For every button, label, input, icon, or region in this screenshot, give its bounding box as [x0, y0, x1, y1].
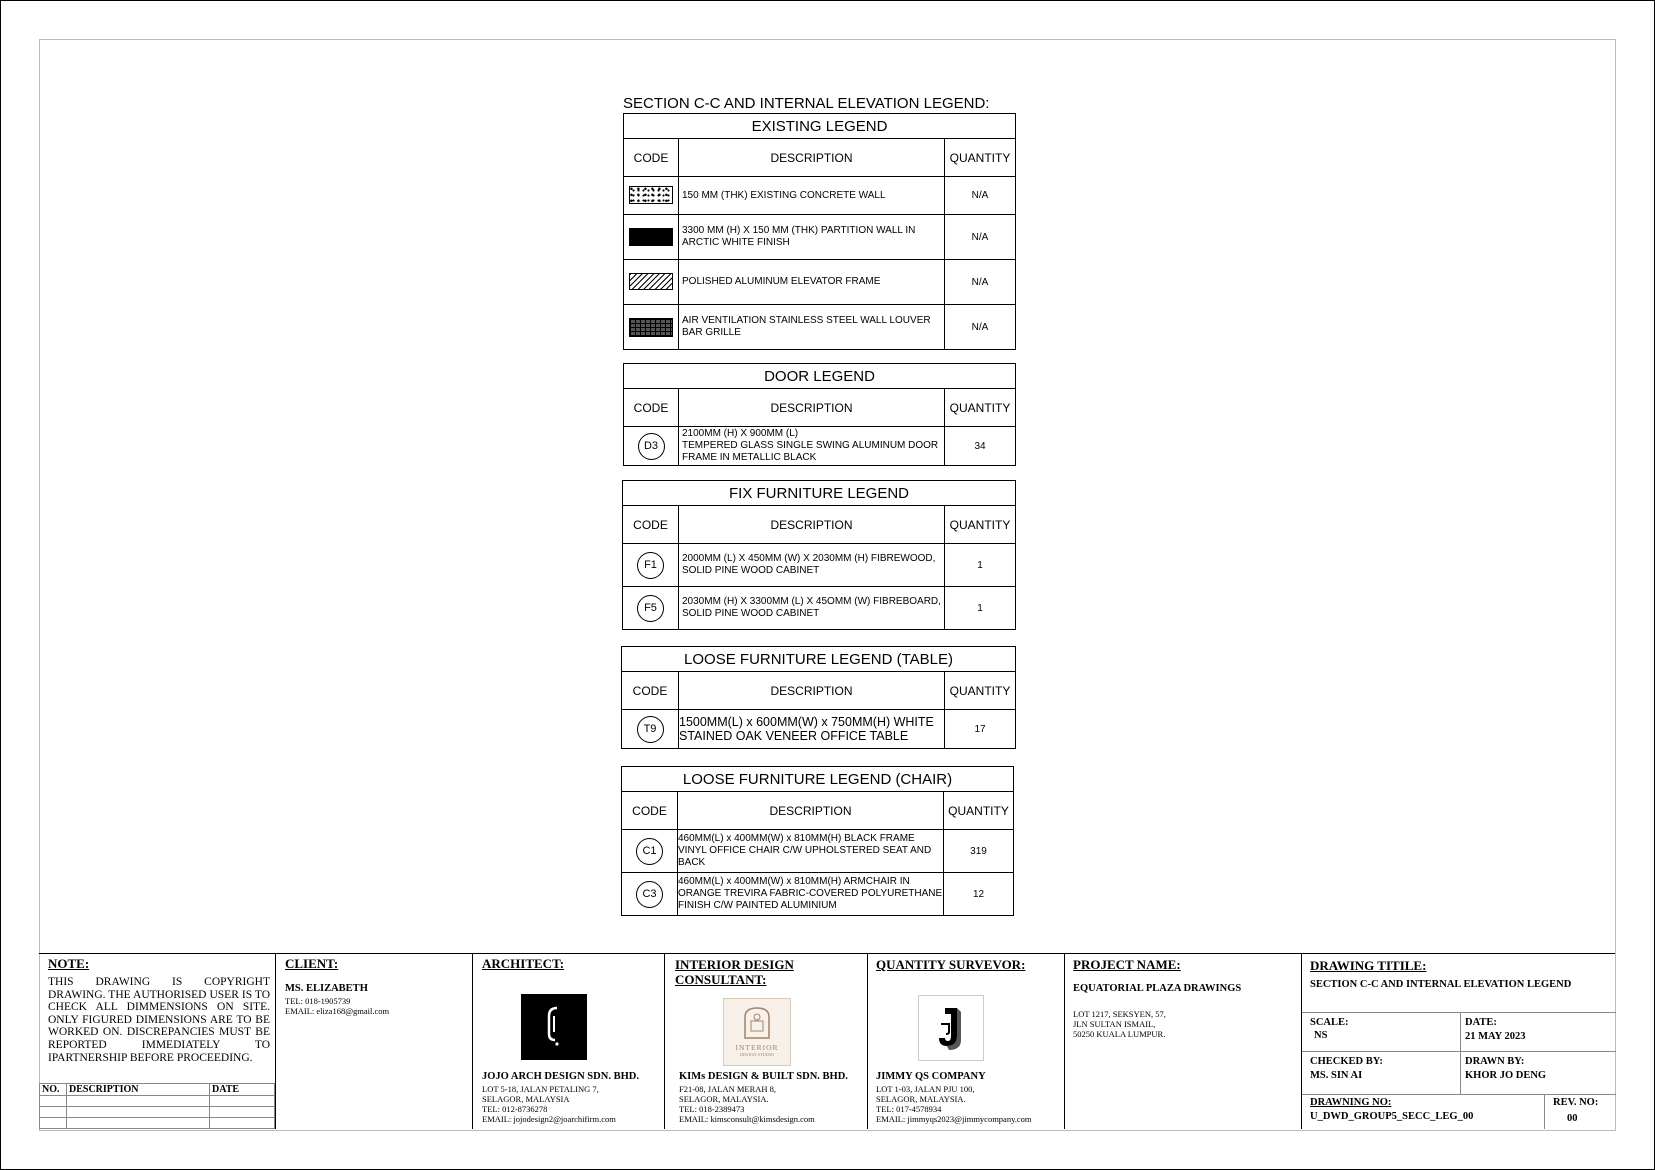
architect-tel: TEL: 012-8736278	[482, 1104, 548, 1114]
legend-description: 2030MM (H) X 3300MM (L) X 45OMM (W) FIBREBOARD, SOLID PINE WOOD CABINET	[679, 587, 945, 630]
drawn-label: DRAWN BY:	[1465, 1056, 1525, 1067]
qs-section	[867, 953, 1065, 1129]
legend-description: 460MM(L) x 400MM(W) x 810MM(H) BLACK FRAME VINYL OFFICE CHAIR C/W UPHOLSTERED SEAT AND BACK	[678, 830, 944, 873]
fix-furniture-legend-table	[622, 480, 1016, 630]
col-quantity: QUANTITY	[944, 792, 1014, 830]
chair-legend-title: LOOSE FURNITURE LEGEND (CHAIR)	[622, 767, 1014, 792]
legend-quantity: N/A	[945, 305, 1016, 350]
drawing-title-label: DRAWING TITILE:	[1310, 958, 1427, 973]
drawing-no-value: U_DWD_GROUP5_SECC_LEG_00	[1310, 1111, 1474, 1122]
door-legend-title: DOOR LEGEND	[624, 364, 1016, 389]
rev-no-value: 00	[1567, 1113, 1578, 1124]
table-row	[623, 587, 1016, 630]
interior-name: KIMs DESIGN & BUILT SDN. BHD.	[679, 1071, 848, 1082]
legend-description: 3300 MM (H) X 150 MM (THK) PARTITION WALL IN ARCTIC WHITE FINISH	[679, 215, 945, 260]
col-code: CODE	[624, 139, 679, 177]
architect-section	[472, 953, 665, 1129]
client-label: CLIENT:	[285, 956, 339, 971]
drawing-no-label: DRAWNING NO:	[1310, 1097, 1392, 1108]
rev-col-date: DATE	[210, 1084, 275, 1096]
legend-quantity: N/A	[945, 215, 1016, 260]
col-quantity: QUANTITY	[945, 389, 1016, 427]
legend-description: 1500MM(L) x 600MM(W) x 750MM(H) WHITE STAINED OAK VENEER OFFICE TABLE	[679, 710, 945, 749]
qs-label: QUANTITY SURVEVOR:	[876, 957, 1026, 972]
rev-col-description: DESCRIPTION	[67, 1084, 210, 1096]
legend-quantity: N/A	[945, 177, 1016, 215]
loose-table-legend-table	[621, 646, 1016, 749]
interior-label-line1: INTERIOR DESIGN	[675, 957, 794, 972]
col-code: CODE	[624, 389, 679, 427]
legend-description: 150 MM (THK) EXISTING CONCRETE WALL	[679, 177, 945, 215]
interior-logo-text: INTERIOR	[735, 1043, 779, 1052]
qs-name: JIMMY QS COMPANY	[876, 1071, 986, 1082]
jimmy-logo-icon	[918, 995, 984, 1061]
interior-tel: TEL: 018-2389473	[679, 1104, 745, 1114]
qs-addr2: SELAGOR, MALAYSIA.	[876, 1094, 966, 1104]
table-row	[624, 427, 1016, 466]
grille-hatch-icon	[629, 318, 673, 337]
interior-addr1: F21-08, JALAN MERAH 8,	[679, 1084, 777, 1094]
fix-legend-title: FIX FURNITURE LEGEND	[623, 481, 1016, 506]
solid-wall-icon	[629, 228, 673, 246]
legend-description: POLISHED ALUMINUM ELEVATOR FRAME	[679, 260, 945, 305]
legend-quantity: 1	[945, 544, 1016, 587]
table-tag-icon: T9	[637, 716, 664, 743]
col-description: DESCRIPTION	[678, 792, 944, 830]
col-description: DESCRIPTION	[679, 672, 945, 710]
interior-email: EMAIL: kimsconsult@kimsdesign.com	[679, 1114, 815, 1124]
col-code: CODE	[622, 672, 679, 710]
qs-tel: TEL: 017-4578934	[876, 1104, 942, 1114]
client-tel: TEL: 018-1905739	[285, 996, 351, 1006]
legend-description: AIR VENTILATION STAINLESS STEEL WALL LOUVER BAR GRILLE	[679, 305, 945, 350]
architect-addr2: SELAGOR, MALAYSIA	[482, 1094, 570, 1104]
architect-label: ARCHITECT:	[482, 956, 565, 971]
interior-label	[675, 957, 794, 987]
architect-email: EMAIL: jojodesign2@joarchifirm.com	[482, 1114, 616, 1124]
desc-line-1: 2100MM (H) X 900MM (L)	[682, 428, 799, 439]
date-label: DATE:	[1465, 1017, 1497, 1028]
col-quantity: QUANTITY	[945, 139, 1016, 177]
table-row	[624, 177, 1016, 215]
table-row	[622, 710, 1016, 749]
jojo-logo-icon	[521, 994, 587, 1060]
desc-line-2: TEMPERED GLASS SINGLE SWING ALUMINUM DOOR FRAME IN METALLIC BLACK	[682, 440, 939, 463]
note-text: THIS DRAWING IS COPYRIGHT DRAWING. THE AUTHORISED USER IS TO CHECK ALL DIMMENSIONS ON SITE. ONLY FIGURED DIMENSIONS ARE TO BE WORKED ON. DISCREPANCIES MUST BE REPORTED IMMEDIATELY TO IPARTNERSHIP BEFORE PROCEEDING.	[48, 976, 270, 1064]
revision-table	[39, 1083, 275, 1129]
furniture-tag-icon: F1	[637, 552, 664, 579]
architect-addr1: LOT 5-18, JALAN PETALING 7,	[482, 1084, 599, 1094]
project-section	[1064, 953, 1302, 1129]
qs-addr1: LOT 1-03, JALAN PJU 100,	[876, 1084, 975, 1094]
door-legend-table	[623, 363, 1016, 466]
project-addr2: JLN SULTAN ISMAIL,	[1073, 1019, 1156, 1029]
interior-logo-subtext: DESIGN STUDIO	[739, 1052, 775, 1057]
client-section	[275, 953, 473, 1129]
interior-label-line2: CONSULTANT:	[675, 972, 767, 987]
legend-quantity: N/A	[945, 260, 1016, 305]
legend-heading: SECTION C-C AND INTERNAL ELEVATION LEGEND:	[623, 95, 990, 112]
rev-col-no: NO.	[40, 1084, 67, 1096]
door-tag-icon: D3	[638, 433, 665, 460]
existing-legend-title: EXISTING LEGEND	[624, 114, 1016, 139]
legend-quantity: 12	[944, 873, 1014, 916]
furniture-tag-icon: F5	[637, 595, 664, 622]
table-legend-title: LOOSE FURNITURE LEGEND (TABLE)	[622, 647, 1016, 672]
col-quantity: QUANTITY	[945, 506, 1016, 544]
legend-quantity: 319	[944, 830, 1014, 873]
date-value: 21 MAY 2023	[1465, 1031, 1526, 1042]
col-description: DESCRIPTION	[679, 139, 945, 177]
scale-label: SCALE:	[1310, 1017, 1349, 1028]
chair-tag-icon: C1	[636, 838, 663, 865]
note-section	[39, 953, 275, 1129]
legend-quantity: 17	[945, 710, 1016, 749]
existing-legend-table	[623, 113, 1016, 350]
interior-logo-icon	[723, 998, 791, 1066]
legend-quantity: 1	[945, 587, 1016, 630]
loose-chair-legend-table	[621, 766, 1014, 916]
checked-label: CHECKED BY:	[1310, 1056, 1383, 1067]
client-email: EMAIL: eliza168@gmail.com	[285, 1006, 390, 1016]
col-code: CODE	[622, 792, 678, 830]
col-quantity: QUANTITY	[945, 672, 1016, 710]
interior-section	[664, 953, 868, 1129]
rev-no-label: REV. NO:	[1553, 1097, 1599, 1108]
col-description: DESCRIPTION	[679, 389, 945, 427]
table-row	[622, 873, 1014, 916]
concrete-hatch-icon	[629, 186, 673, 204]
project-addr1: LOT 1217, SEKSYEN, 57,	[1073, 1009, 1166, 1019]
legend-description: 2000MM (L) X 450MM (W) X 2030MM (H) FIBREWOOD, SOLID PINE WOOD CABINET	[679, 544, 945, 587]
project-addr3: 50250 KUALA LUMPUR.	[1073, 1029, 1166, 1039]
diagonal-hatch-icon	[629, 273, 673, 290]
architect-name: JOJO ARCH DESIGN SDN. BHD.	[482, 1071, 639, 1082]
qs-email: EMAIL: jimmyqs2023@jimmycompany.com	[876, 1114, 1032, 1124]
table-row	[624, 260, 1016, 305]
legend-description: 460MM(L) x 400MM(W) x 810MM(H) ARMCHAIR IN ORANGE TREVIRA FABRIC-COVERED POLYURETHANE FINISH C/W PAINTED ALUMINIUM	[678, 873, 944, 916]
legend-description	[679, 427, 945, 466]
chair-tag-icon: C3	[636, 881, 663, 908]
table-row	[623, 544, 1016, 587]
interior-addr2: SELAGOR, MALAYSIA.	[679, 1094, 769, 1104]
drawing-info-section	[1301, 953, 1616, 1129]
table-row	[622, 830, 1014, 873]
project-label: PROJECT NAME:	[1073, 957, 1181, 972]
drawn-value: KHOR JO DENG	[1465, 1070, 1547, 1081]
client-name: MS. ELIZABETH	[285, 983, 368, 994]
col-description: DESCRIPTION	[679, 506, 945, 544]
checked-value: MS. SIN AI	[1310, 1070, 1363, 1081]
drawing-title: SECTION C-C AND INTERNAL ELEVATION LEGEND	[1310, 979, 1572, 990]
scale-value: NS	[1314, 1030, 1328, 1041]
legend-quantity: 34	[945, 427, 1016, 466]
col-code: CODE	[623, 506, 679, 544]
table-row	[624, 305, 1016, 350]
project-name: EQUATORIAL PLAZA DRAWINGS	[1073, 983, 1242, 994]
table-row	[624, 215, 1016, 260]
note-label: NOTE:	[48, 956, 90, 971]
